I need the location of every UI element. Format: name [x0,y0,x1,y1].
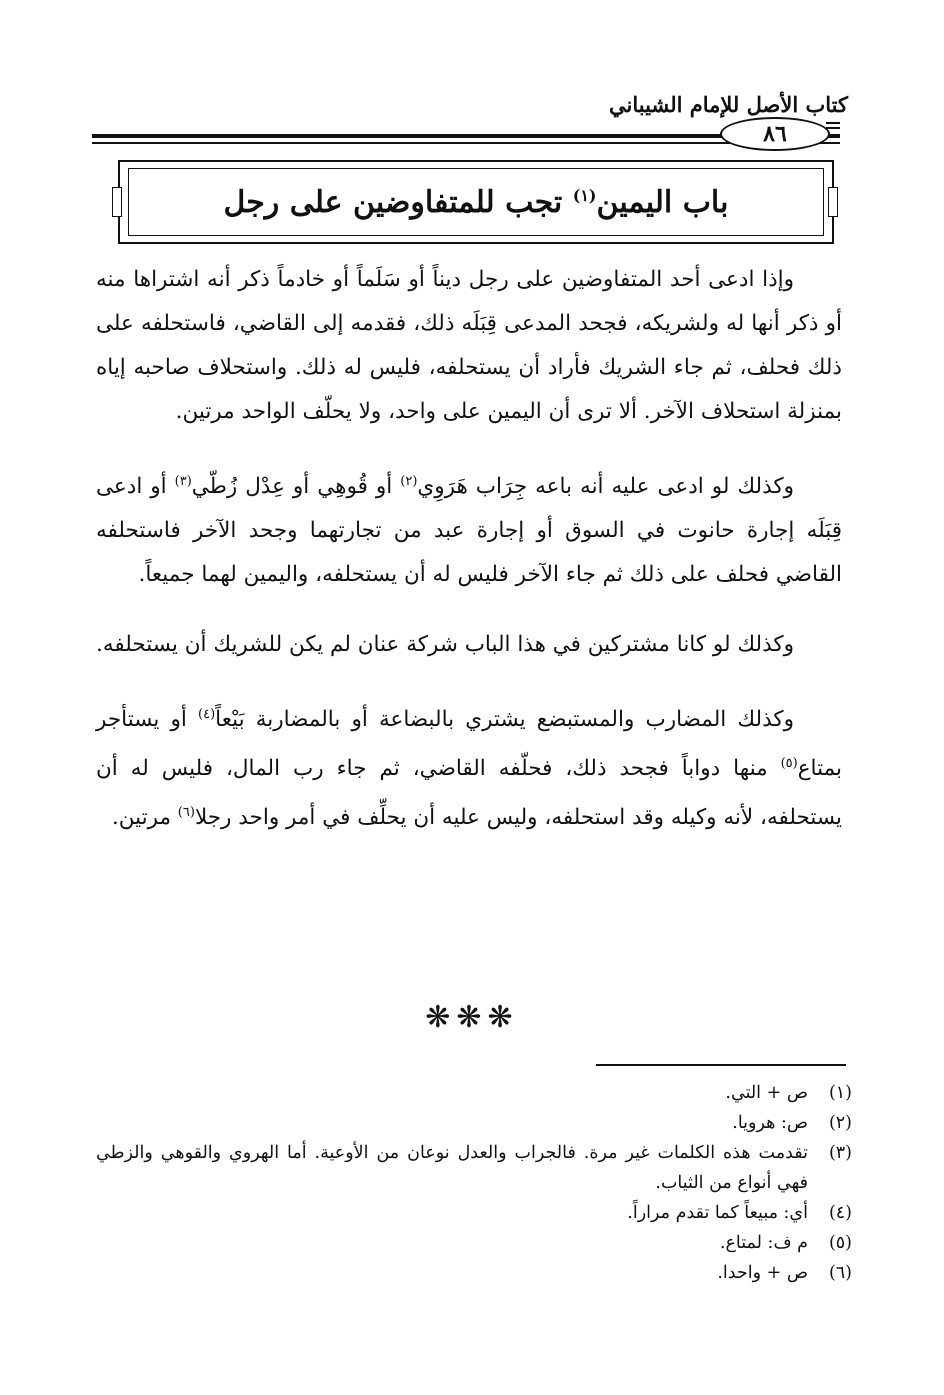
paragraph-2-part-b: أو قُوهِي أو عِدْل زُطّي [191,474,401,500]
footnotes [96,1078,852,1288]
footnote-number: (٥) [828,1233,852,1253]
footnote-number: (٤) [828,1203,852,1223]
footnote-item [96,1198,852,1228]
footnote-ref-6: (٦) [177,805,195,821]
chapter-title-main: باب اليمين [596,184,729,220]
paragraph-4-part-d: مرتين. [111,805,178,831]
footnote-text: م ف: لمتاع. [719,1233,808,1253]
footnote-item [96,1228,852,1258]
paragraph-4-part-a: وكذلك المضارب والمستبضع يشتري بالبضاعة أو بالمضاربة بَيْعاً [215,707,794,733]
footnote-number: (٢) [828,1113,852,1133]
paragraph-4-part-c: منها دواباً فجحد ذلك، فحلّفه القاضي، ثم جاء رب المال، فليس له أن يستحلفه، لأنه وكيله وقد استحلفه، وليس عليه أن يحلِّف في أمر واحد رجلا [96,756,842,831]
page-number-text: ٨٦ [763,121,787,147]
page-number-tail [826,122,840,124]
footnote-item [96,1138,852,1198]
footnote-item [96,1258,852,1288]
paragraph-1: وإذا ادعى أحد المتفاوضين على رجل ديناً أو سَلَماً أو خادماً ذكر أنه اشتراها منه أو ذكر أنها له ولشريكه، فجحد المدعى قِبَلَه ذلك، فقدمه إلى القاضي، فاستحلفه على ذلك فحلف، ثم جاء الشريك فأراد أن يستحلفه، فليس له ذلك. واستحلاف صاحبه إياه بمنزلة استحلاف الآخر. ألا ترى أن اليمين على واحد، ولا يحلّف الواحد مرتين. [96,267,842,424]
body-text [96,258,842,867]
chapter-title [224,185,729,220]
footnote-item [96,1078,852,1108]
footnote-text: ص + التي. [725,1083,808,1103]
footnote-text: ص: هرويا. [732,1113,808,1133]
footnote-text: تقدمت هذه الكلمات غير مرة. فالجراب والعدل نوعان من الأوعية. أما الهروي والقوهي والزطي فهي أنواع من الثياب. [96,1143,808,1193]
page-number [720,117,830,151]
footnote-ref-4: (٤) [198,707,216,723]
footnote-number: (٦) [828,1263,852,1283]
paragraph-3: وكذلك لو كانا مشتركين في هذا الباب شركة عنان لم يكن للشريك أن يستحلفه. [96,632,794,658]
footnote-text: ص + واحدا. [717,1263,808,1283]
paragraph-4-part-b: أو يستأجر بمتاع [96,707,842,782]
footnote-separator [596,1064,846,1066]
paragraph-4 [96,693,842,840]
footnote-text: أي: مبيعاً كما تقدم مراراً. [627,1203,808,1223]
frame-notch-right [828,187,838,217]
frame-notch-left [112,187,122,217]
footnote-item [96,1108,852,1138]
chapter-title-rest: تجب للمتفاوضين على رجل [223,184,563,220]
paragraph-2-part-a: وكذلك لو ادعى عليه أنه باعه جِرَاب هَرَوِي [417,474,794,500]
running-header-title: كتاب الأصل للإمام الشيباني [609,92,848,117]
footnote-ref-5: (٥) [780,756,798,772]
paragraph-2 [96,460,842,597]
footnote-ref-3: (٣) [174,474,192,489]
chapter-frame-inner [128,168,824,236]
footnote-number: (٣) [828,1143,852,1163]
footnote-ref-1: (١) [572,185,597,205]
section-end-ornament: ❋❋❋ [425,1000,519,1035]
footnote-ref-2: (٢) [400,474,418,489]
footnote-number: (١) [828,1083,852,1103]
paragraph-2-part-c: أو ادعى قِبَلَه إجارة حانوت في السوق أو إجارة عبد من تجارتهما وجحد الآخر فاستحلفه القاضي فحلف على ذلك ثم جاء الآخر فليس له أن يستحلفه، واليمين لهما جميعاً. [96,474,842,588]
